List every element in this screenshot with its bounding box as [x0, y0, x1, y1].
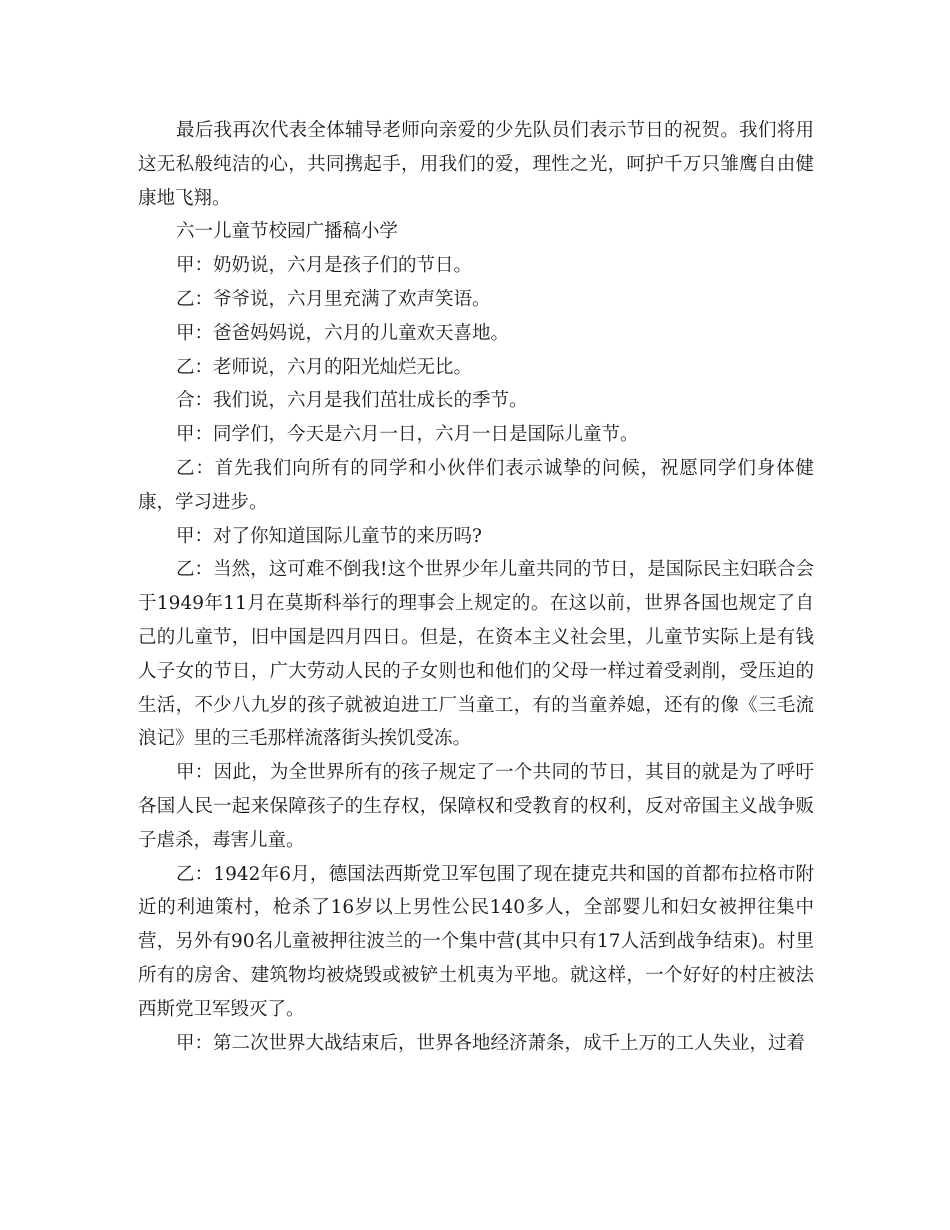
paragraph-dialogue-line: 甲：奶奶说，六月是孩子们的节日。	[176, 255, 473, 277]
paragraph-dialogue-line: 乙：当然，这可难不倒我!这个世界少年儿童共同的节日，是国际民主妇联合会于1949年11月在莫斯科举行的理事会上规定的。在这以前，世界各国也规定了自己的儿童节，旧中国是四月四日。但是，在资本主义社会里，儿童节实际上是有钱人子女的节日，广大劳动人民的子女则也和他们的父母一样过着受剥削，受压迫的生活，不少八九岁的孩子就被迫进工厂当童工，有的当童养媳，还有的像《三毛流浪记》里的三毛那样流落街头挨饥受冻。	[138, 559, 814, 750]
paragraph-script-title: 六一儿童节校园广播稿小学	[176, 221, 399, 243]
paragraph-dialogue-line: 乙：首先我们向所有的同学和小伙伴们表示诚挚的问候，祝愿同学们身体健康，学习进步。	[138, 457, 814, 513]
paragraph-dialogue-line: 甲：第二次世界大战结束后，世界各地经济萧条，成千上万的工人失业，过着	[176, 1032, 806, 1054]
paragraph-dialogue-line: 甲：对了你知道国际儿童节的来历吗?	[176, 525, 482, 547]
paragraph-dialogue-line: 乙：老师说，六月的阳光灿烂无比。	[176, 356, 473, 378]
paragraph-dialogue-line: 乙：1942年6月，德国法西斯党卫军包围了现在捷克共和国的首都布拉格市附近的利迪策村，枪杀了16岁以上男性公民140多人，全部婴儿和妇女被押往集中营，另外有90名儿童被押往波兰的一个集中营(其中只有17人活到战争结束)。村里所有的房舍、建筑物均被烧毁或被铲土机夷为平地。就这样，一个好好的村庄被法西斯党卫军毁灭了。	[138, 863, 814, 1020]
paragraph-dialogue-line: 乙：爷爷说，六月里充满了欢声笑语。	[176, 288, 491, 310]
document-page	[138, 114, 814, 1060]
paragraph-dialogue-line: 甲：爸爸妈妈说，六月的儿童欢天喜地。	[176, 322, 510, 344]
paragraph-dialogue-line: 甲：同学们，今天是六月一日，六月一日是国际儿童节。	[176, 424, 639, 446]
paragraph-dialogue-line: 合：我们说，六月是我们茁壮成长的季节。	[176, 390, 528, 412]
paragraph-dialogue-line: 甲：因此，为全世界所有的孩子规定了一个共同的节日，其目的就是为了呼吁各国人民一起来保障孩子的生存权，保障权和受教育的权利，反对帝国主义战争贩子虐杀，毒害儿童。	[138, 762, 814, 851]
paragraph-closing-greeting: 最后我再次代表全体辅导老师向亲爱的少先队员们表示节日的祝贺。我们将用这无私般纯洁的心，共同携起手，用我们的爱，理性之光，呵护千万只雏鹰自由健康地飞翔。	[138, 120, 814, 209]
